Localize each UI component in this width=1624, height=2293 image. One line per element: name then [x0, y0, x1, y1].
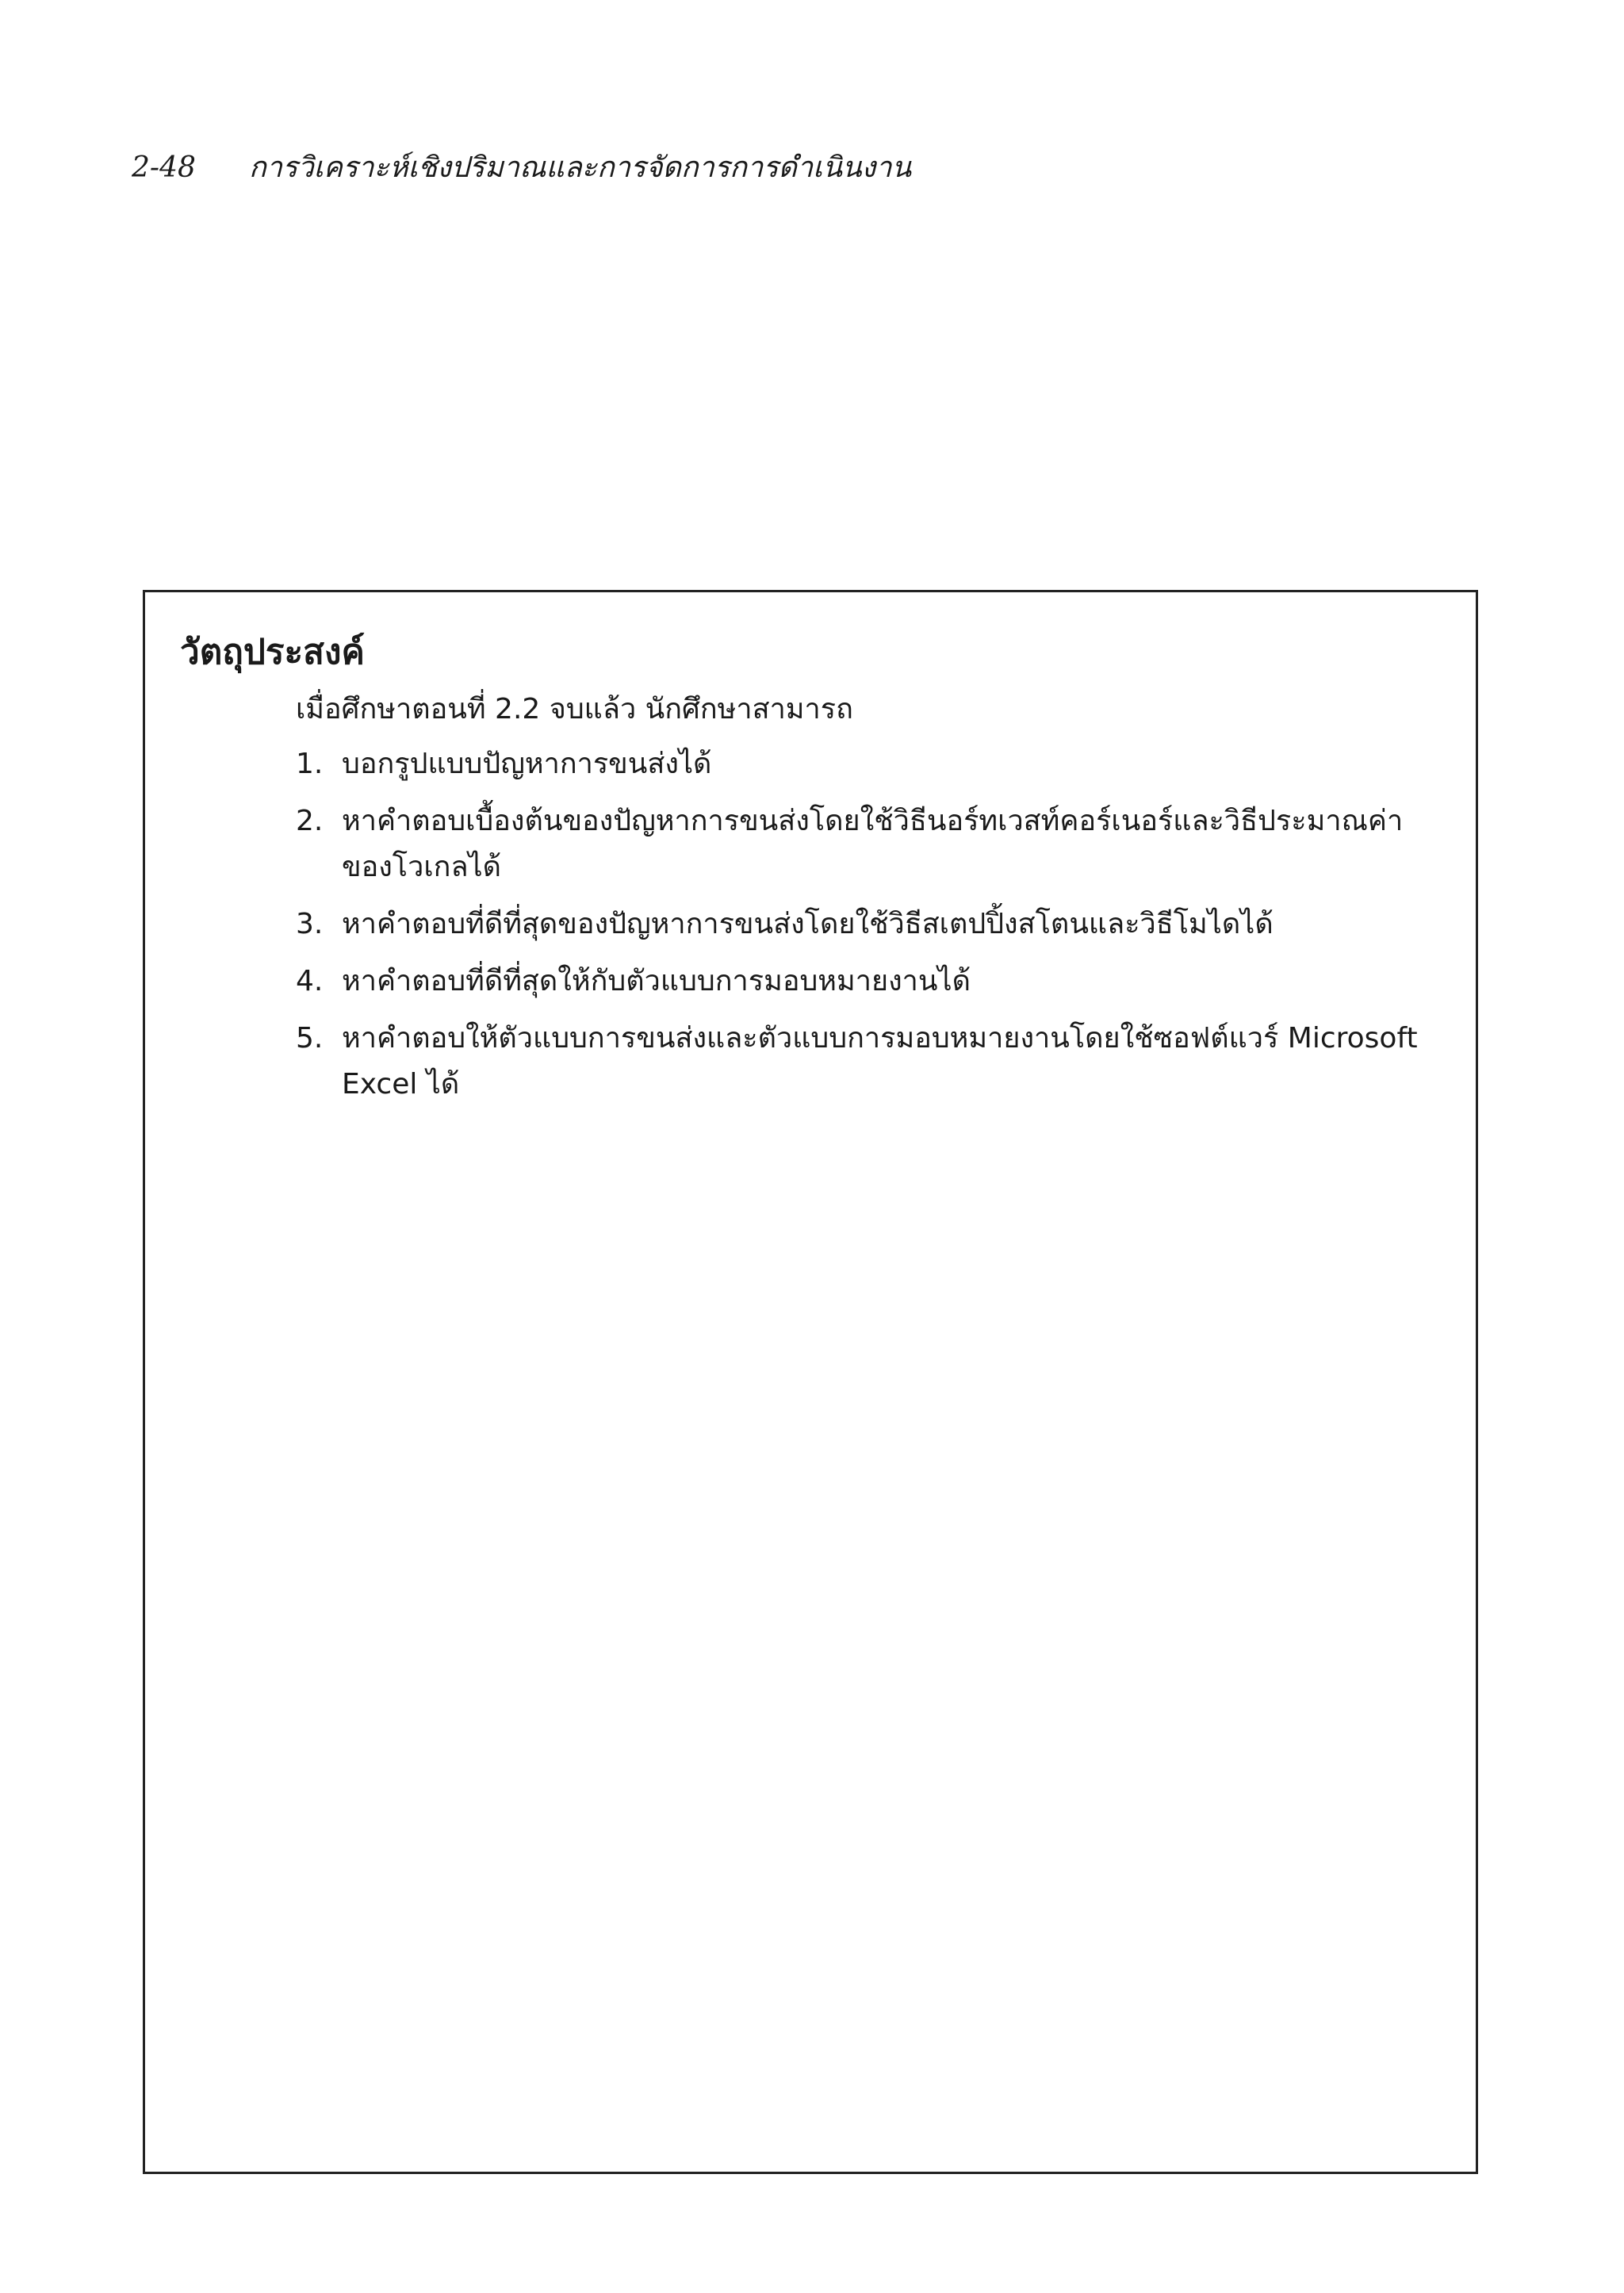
objective-text: หาคำตอบให้ตัวแบบการขนส่งและตัวแบบการมอบหมายงานโดยใช้ซอฟต์แวร์ Microsoft Excel ได้ — [342, 1022, 1418, 1101]
objective-number: 4. — [296, 965, 324, 997]
objectives-box — [143, 590, 1478, 2174]
page-number: 2-48 — [132, 151, 196, 184]
objective-item — [296, 798, 1438, 890]
objective-number: 3. — [296, 908, 324, 940]
objective-item — [296, 902, 1438, 947]
objective-text: หาคำตอบที่ดีที่สุดให้กับตัวแบบการมอบหมายงานได้ — [342, 965, 971, 997]
objectives-list — [296, 741, 1438, 1119]
objective-text: บอกรูปแบบปัญหาการขนส่งได้ — [342, 748, 712, 780]
page-header — [132, 149, 911, 187]
objective-text: หาคำตอบเบื้องต้นของปัญหาการขนส่งโดยใช้วิธีนอร์ทเวสท์คอร์เนอร์และวิธีประมาณค่าของโวเกลได้ — [342, 805, 1404, 883]
objective-item — [296, 959, 1438, 1005]
course-title: การวิเคราะห์เชิงปริมาณและการจัดการการดำเนินงาน — [249, 151, 912, 184]
objective-text: หาคำตอบที่ดีที่สุดของปัญหาการขนส่งโดยใช้วิธีสเตปปิ้งสโตนและวิธีโมไดได้ — [342, 908, 1274, 940]
objective-item — [296, 741, 1438, 787]
objective-number: 5. — [296, 1022, 324, 1055]
objective-number: 1. — [296, 748, 324, 780]
objective-item — [296, 1016, 1438, 1108]
objective-number: 2. — [296, 805, 324, 837]
objectives-intro: เมื่อศึกษาตอนที่ 2.2 จบแล้ว นักศึกษาสามารถ — [296, 693, 853, 725]
objectives-title: วัตถุประสงค์ — [180, 632, 365, 672]
